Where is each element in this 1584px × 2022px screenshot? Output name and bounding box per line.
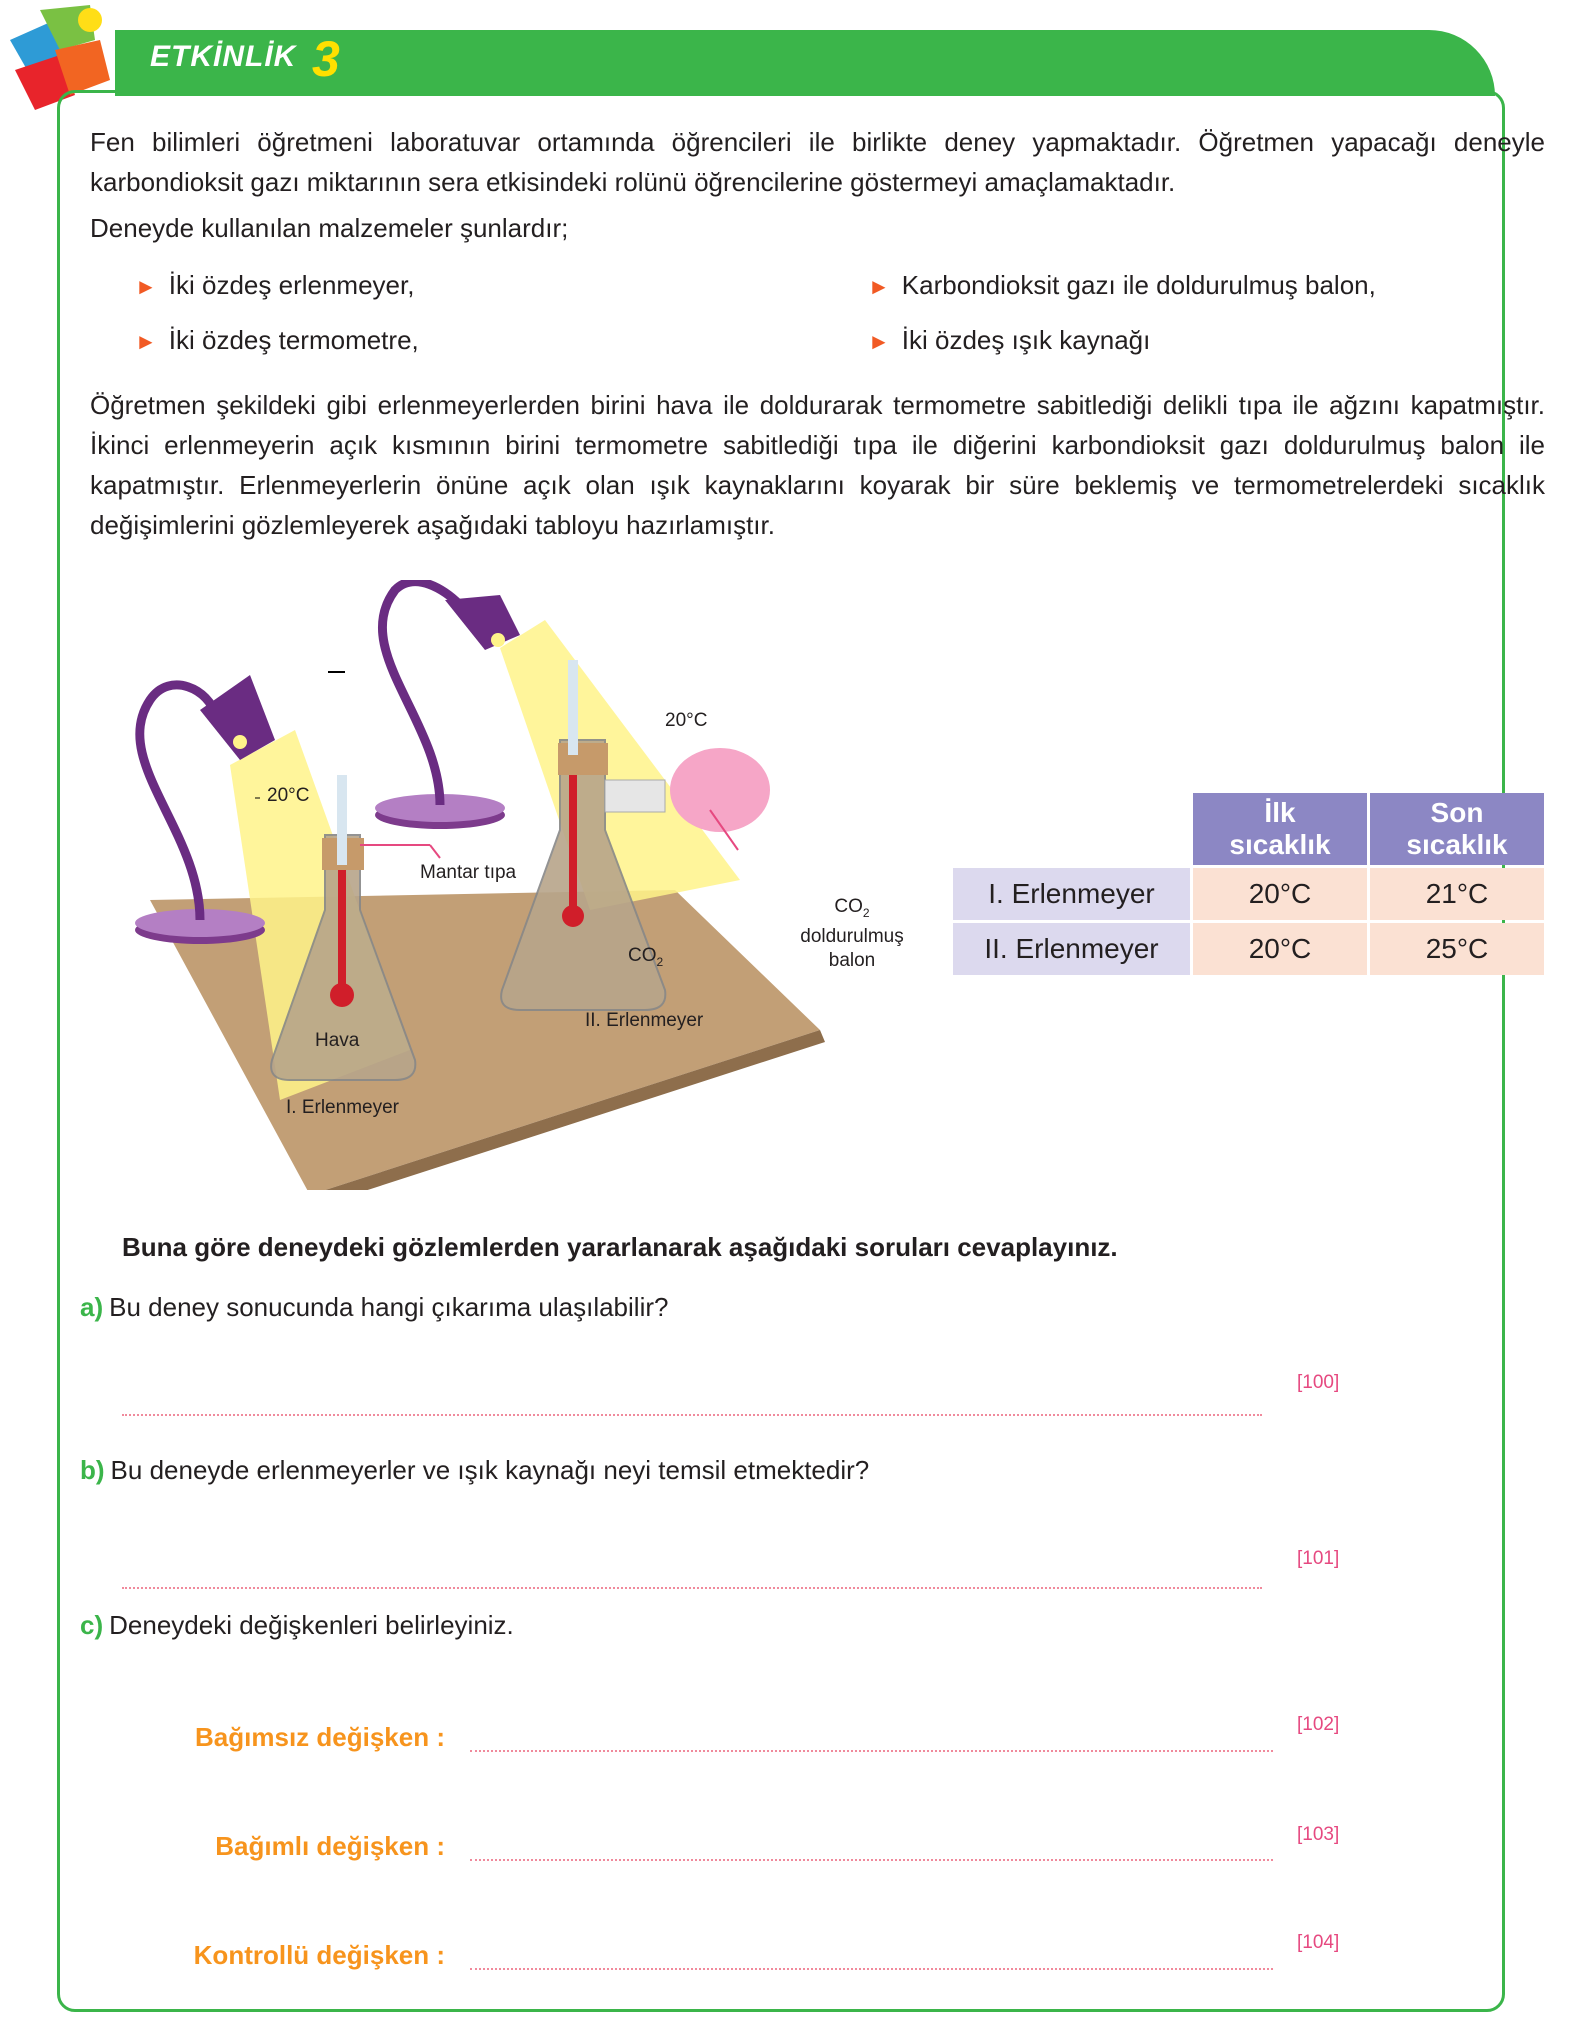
last-temp-cell: 25°C [1370, 923, 1544, 975]
row-label: II. Erlenmeyer [953, 923, 1190, 975]
ref-101: [101] [1297, 1548, 1340, 1569]
dependent-variable-input[interactable] [470, 1857, 1273, 1861]
table-row [953, 868, 1544, 920]
ref-102: [102] [1297, 1714, 1340, 1735]
ref-104: [104] [1297, 1932, 1340, 1953]
controlled-variable-input[interactable] [470, 1966, 1273, 1970]
stopper-label: Mantar tıpa [420, 862, 517, 883]
answer-a-line[interactable] [122, 1412, 1262, 1416]
table-header-row [953, 793, 1544, 865]
materials-item-2: ► İki özdeş termometre, [135, 325, 419, 355]
materials-item-1: ► İki özdeş erlenmeyer, [135, 270, 415, 300]
answer-b-line[interactable] [122, 1585, 1262, 1589]
flask2-name-label: II. Erlenmeyer [585, 1010, 704, 1031]
materials-item-3: ► Karbondioksit gazı ile doldurulmuş balon, [868, 270, 1376, 300]
table-corner [953, 793, 1190, 865]
controlled-variable-label: Kontrollü değişken : [193, 1940, 445, 1970]
question-c: c) Deneydeki değişkenleri belirleyiniz. [80, 1610, 514, 1640]
question-b: b) Bu deneyde erlenmeyerler ve ışık kaynağı neyi temsil etmektedir? [80, 1455, 870, 1485]
flask2-gas-label: $CO_2$ [628, 945, 664, 969]
independent-variable-label: Bağımsız değişken : [195, 1722, 445, 1752]
flask1-name-label: I. Erlenmeyer [286, 1097, 399, 1118]
procedure-paragraph: Öğretmen şekildeki gibi erlenmeyerlerden birini hava ile doldurarak termometre sabitlediği delikli tıpa ile ağzını kapatmıştır. İkinci erlenmeyerin açık kısmının birini termometre sabitlediği tıpa ile diğerini karbondioksit gazı doldurulmuş balon ile kapatmıştır. Erlenmeyerlerin önüne açık olan ışık kaynaklarını koyarak bir süre beklemiş ve termometrelerdeki sıcaklık değişimlerini gözlemleyerek aşağıdaki tabloyu hazırlamıştır. [90, 390, 1545, 540]
balloon-label: $CO_2$ doldurulmuş balon [800, 896, 904, 971]
row-label: I. Erlenmeyer [953, 868, 1190, 920]
table-row [953, 923, 1544, 975]
first-temp-cell: 20°C [1193, 868, 1367, 920]
questions-prompt: Buna göre deneydeki gözlemlerden yararlanarak aşağıdaki soruları cevaplayınız. [122, 1232, 1118, 1262]
flask1-temperature-label: 20°C [267, 785, 310, 806]
activity-number: 3 [312, 31, 340, 87]
first-temp-cell: 20°C [1193, 923, 1367, 975]
ref-103: [103] [1297, 1824, 1340, 1845]
intro-paragraph-2: Deneyde kullanılan malzemeler şunlardır; [90, 213, 569, 243]
last-temp-header: Son sıcaklık [1370, 793, 1544, 865]
results-table [950, 790, 1547, 978]
experiment-illustration [90, 580, 950, 1190]
ref-100: [100] [1297, 1372, 1340, 1393]
dependent-variable-label: Bağımlı değişken : [215, 1831, 445, 1861]
arrow-icon: ► [135, 274, 157, 299]
activity-title: ETKİNLİK [150, 40, 297, 73]
arrow-icon: ► [868, 274, 890, 299]
independent-variable-input[interactable] [470, 1748, 1273, 1752]
flask2-temperature-label: 20°C [665, 710, 708, 731]
arrow-icon: ► [135, 329, 157, 354]
materials-item-4: ► İki özdeş ışık kaynağı [868, 325, 1151, 355]
intro-paragraph-1: Fen bilimleri öğretmeni laboratuvar ortamında öğrencileri ile birlikte deney yapmaktadır. Öğretmen yapacağı deneyle karbondioksit gazı miktarının sera etkisindeki rolünü öğrencilerine göstermeyi amaçlamaktadır. [90, 127, 1545, 197]
flask1-gas-label: Hava [315, 1030, 360, 1051]
arrow-icon: ► [868, 329, 890, 354]
first-temp-header: İlk sıcaklık [1193, 793, 1367, 865]
last-temp-cell: 21°C [1370, 868, 1544, 920]
question-a: a) Bu deney sonucunda hangi çıkarıma ulaşılabilir? [80, 1292, 669, 1322]
